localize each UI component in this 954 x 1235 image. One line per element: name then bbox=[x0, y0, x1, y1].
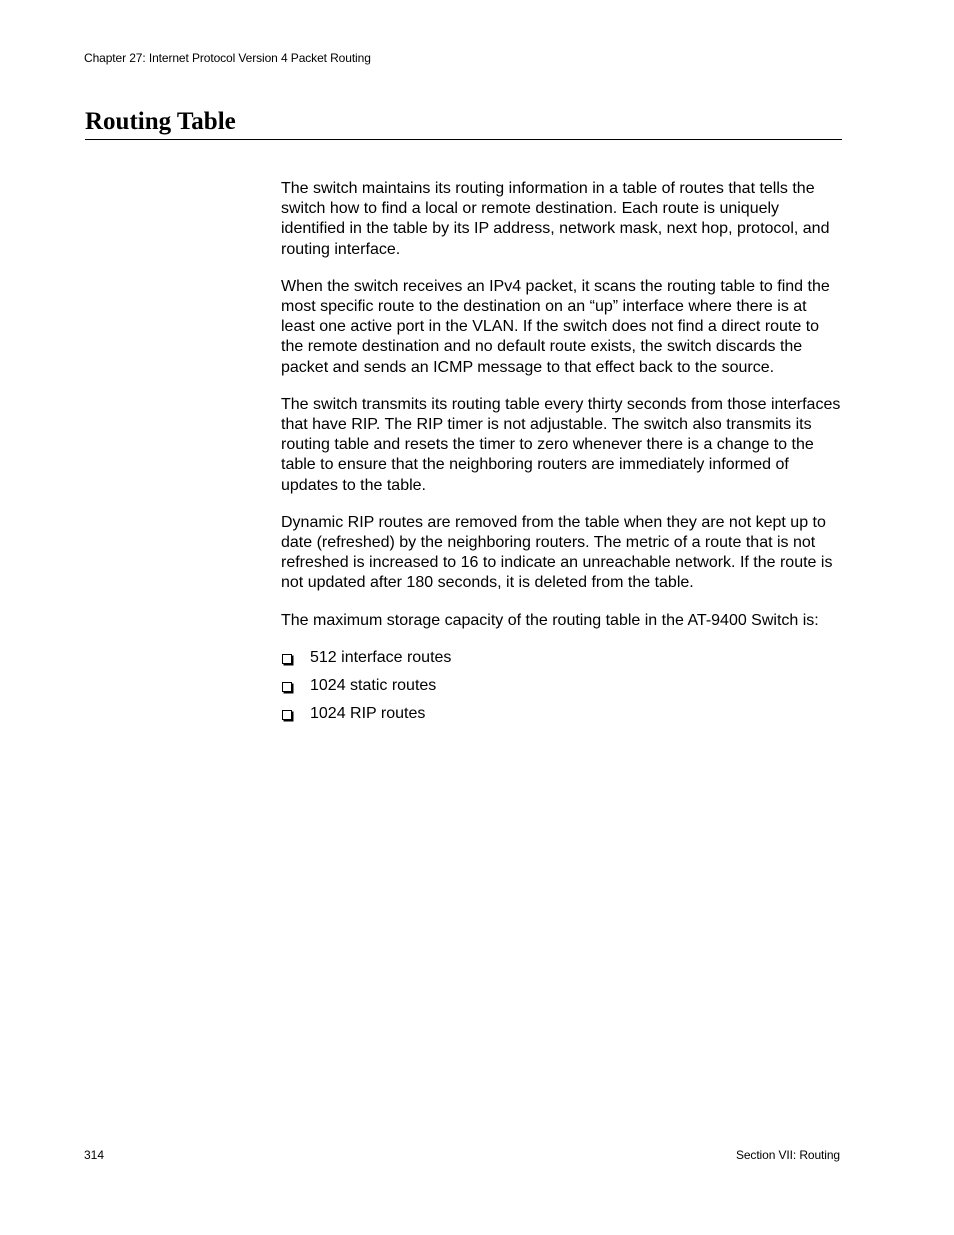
list-item-label: 1024 static routes bbox=[310, 676, 437, 694]
list-item bbox=[281, 648, 843, 676]
body-paragraph: The switch transmits its routing table every thirty seconds from those interfaces that have RIP. The RIP timer is not adjustable. The switch also transmits its routing table and resets the timer to zero whenever there is a change to the table to ensure that the neighboring routers are immediately informed of updates to the table. bbox=[281, 395, 841, 494]
body-paragraph: The maximum storage capacity of the routing table in the AT-9400 Switch is: bbox=[281, 611, 819, 629]
body-paragraph: When the switch receives an IPv4 packet, it scans the routing table to find the most specific route to the destination on an “up” interface where there is at least one active port in the VLAN. If the switch does not find a direct route to the remote destination and no default route exists, the switch discards the packet and sends an ICMP message to that effect back to the source. bbox=[281, 277, 830, 376]
section-heading: Routing Table bbox=[85, 106, 842, 140]
body-paragraph: Dynamic RIP routes are removed from the table when they are not kept up to date (refreshed) by the neighboring routers. The metric of a route that is not refreshed is increased to 16 to indicate an unreachable network. If the route is not updated after 180 seconds, it is deleted from the table. bbox=[281, 513, 833, 592]
page-number: 314 bbox=[84, 1148, 105, 1162]
checkbox-icon bbox=[282, 710, 292, 720]
list-item-label: 512 interface routes bbox=[310, 648, 452, 666]
footer-section-title: Section VII: Routing bbox=[735, 1148, 840, 1162]
body-content bbox=[281, 179, 843, 732]
list-item bbox=[281, 704, 843, 732]
checkbox-icon bbox=[282, 654, 292, 664]
checkbox-icon bbox=[282, 682, 292, 692]
body-paragraph: The switch maintains its routing information in a table of routes that tells the switch how to find a local or remote destination. Each route is uniquely identified in the table by its IP address, network mask, next hop, protocol, and routing interface. bbox=[281, 180, 830, 258]
running-header: Chapter 27: Internet Protocol Version 4 Packet Routing bbox=[84, 51, 371, 65]
capacity-list bbox=[281, 648, 843, 732]
list-item-label: 1024 RIP routes bbox=[310, 704, 426, 722]
list-item bbox=[281, 676, 843, 704]
